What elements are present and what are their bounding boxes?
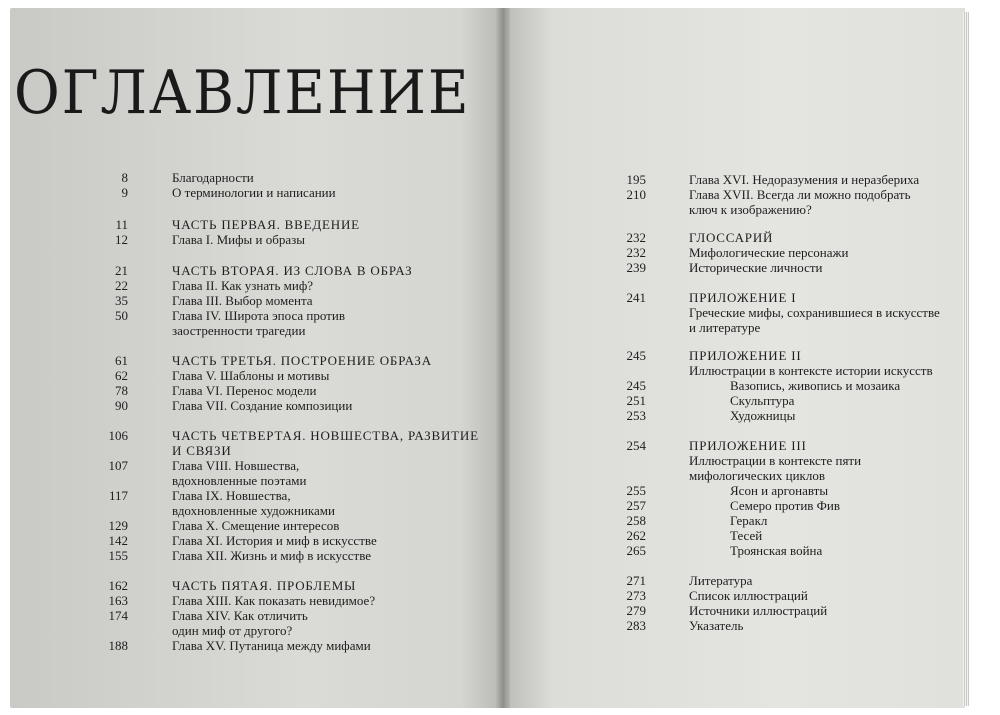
- toc-page-number: 210: [626, 187, 646, 202]
- toc-entry-title: Греческие мифы, сохранившиеся в искусстве: [689, 305, 940, 320]
- toc-entry-title: Источники иллюстраций: [689, 603, 828, 618]
- toc-entry-title: Глава XV. Путаница между мифами: [172, 638, 371, 653]
- toc-page-number: 241: [626, 290, 646, 305]
- toc-page-number: 245: [626, 348, 646, 363]
- toc-entry-title: Глава XIII. Как показать невидимое?: [172, 593, 376, 608]
- toc-entry-title: Глава V. Шаблоны и мотивы: [172, 368, 330, 383]
- toc-entry-title: Глава I. Мифы и образы: [172, 232, 305, 247]
- toc-entry-title: ЧАСТЬ ТРЕТЬЯ. ПОСТРОЕНИЕ ОБРАЗА: [172, 353, 432, 368]
- toc-page-number: 50: [115, 308, 128, 323]
- toc-entry-title: ЧАСТЬ ЧЕТВЕРТАЯ. НОВШЕСТВА, РАЗВИТИЕ: [172, 428, 479, 443]
- toc-page-number: 232: [626, 245, 646, 260]
- toc-page-number: 61: [115, 353, 128, 368]
- toc-entry-title: ПРИЛОЖЕНИЕ II: [689, 348, 802, 363]
- toc-entry-title: Глава XVI. Недоразумения и неразбериха: [689, 172, 920, 187]
- toc-page-number: 11: [115, 217, 128, 232]
- toc-entry-title: Глава X. Смещение интересов: [172, 518, 340, 533]
- toc-entry-title: Мифологические персонажи: [689, 245, 849, 260]
- toc-entry-title: Благодарности: [172, 170, 254, 185]
- toc-page-number: 283: [626, 618, 646, 633]
- toc-page-number: 8: [121, 170, 128, 185]
- toc-entry-title: Геракл: [730, 513, 768, 528]
- toc-page-number: 163: [108, 593, 128, 608]
- toc-entry-title: Указатель: [689, 618, 744, 633]
- toc-entry-title: Глава XIV. Как отличить: [172, 608, 308, 623]
- toc-page-number: 12: [115, 232, 128, 247]
- toc-page-number: 155: [108, 548, 128, 563]
- toc-page-number: 174: [108, 608, 128, 623]
- toc-entry-title: Вазопись, живопись и мозаика: [730, 378, 901, 393]
- toc-entry-title: Иллюстрации в контексте пяти: [689, 453, 862, 468]
- toc-page-number: 142: [108, 533, 128, 548]
- toc-page-number: 78: [115, 383, 128, 398]
- toc-entry-title: и литературе: [689, 320, 761, 335]
- toc-entry-title: Исторические личности: [689, 260, 823, 275]
- book-spine: [496, 8, 510, 708]
- toc-page-number: 255: [626, 483, 646, 498]
- toc-page-number: 129: [108, 518, 128, 533]
- toc-entry-title: Семеро против Фив: [730, 498, 841, 513]
- toc-page-number: 22: [115, 278, 128, 293]
- toc-page-number: 245: [626, 378, 646, 393]
- toc-entry-title: Глава III. Выбор момента: [172, 293, 313, 308]
- toc-page-number: 279: [626, 603, 646, 618]
- toc-entry-title: ЧАСТЬ ВТОРАЯ. ИЗ СЛОВА В ОБРАЗ: [172, 263, 413, 278]
- toc-page-number: 251: [626, 393, 646, 408]
- toc-entry-title: ЧАСТЬ ПЯТАЯ. ПРОБЛЕМЫ: [172, 578, 357, 593]
- toc-entry-title: Глава XI. История и миф в искусстве: [172, 533, 377, 548]
- toc-entry-title: Глава VI. Перенос модели: [172, 383, 317, 398]
- toc-entry-title: О терминологии и написании: [172, 185, 336, 200]
- toc-entry-title: Тесей: [730, 528, 763, 543]
- toc-entry-title: И СВЯЗИ: [172, 443, 232, 458]
- toc-page-number: 257: [626, 498, 646, 513]
- toc-page-number: 21: [115, 263, 128, 278]
- toc-page-number: 232: [626, 230, 646, 245]
- toc-entry-title: Иллюстрации в контексте истории искусств: [689, 363, 933, 378]
- toc-page-number: 107: [108, 458, 128, 473]
- toc-entry-title: ПРИЛОЖЕНИЕ I: [689, 290, 797, 305]
- toc-entry-title: Глава II. Как узнать миф?: [172, 278, 314, 293]
- toc-entry-title: Художницы: [730, 408, 796, 423]
- page-edge: [963, 12, 969, 706]
- toc-page-number: 35: [115, 293, 128, 308]
- toc-entry-title: Глава XII. Жизнь и миф в искусстве: [172, 548, 372, 563]
- toc-entry-title: Литература: [689, 573, 753, 588]
- toc-entry-title: Глава IV. Широта эпоса против: [172, 308, 345, 323]
- toc-page-number: 9: [121, 185, 128, 200]
- toc-page-number: 273: [626, 588, 646, 603]
- toc-entry-title: вдохновленные художниками: [172, 503, 335, 518]
- toc-page-number: 271: [626, 573, 646, 588]
- toc-entry-title: Ясон и аргонавты: [730, 483, 829, 498]
- toc-entry-title: Троянская война: [730, 543, 823, 558]
- toc-entry-title: Скульптура: [730, 393, 795, 408]
- toc-entry-title: ГЛОССАРИЙ: [689, 230, 774, 245]
- toc-entry-title: мифологических циклов: [689, 468, 825, 483]
- toc-page-number: 62: [115, 368, 128, 383]
- toc-page-number: 265: [626, 543, 646, 558]
- toc-page-number: 253: [626, 408, 646, 423]
- toc-entry-title: ключ к изображению?: [689, 202, 812, 217]
- toc-entry-title: вдохновленные поэтами: [172, 473, 307, 488]
- toc-entry-title: Список иллюстраций: [689, 588, 808, 603]
- toc-entry-title: ПРИЛОЖЕНИЕ III: [689, 438, 807, 453]
- toc-page-number: 188: [108, 638, 128, 653]
- toc-entry-title: ЧАСТЬ ПЕРВАЯ. ВВЕДЕНИЕ: [172, 217, 360, 232]
- toc-page-number: 162: [108, 578, 128, 593]
- toc-entry-title: Глава XVII. Всегда ли можно подобрать: [689, 187, 911, 202]
- toc-page-number: 254: [626, 438, 646, 453]
- toc-page-number: 117: [108, 488, 128, 503]
- toc-page-number: 262: [626, 528, 646, 543]
- toc-entry-title: Глава VII. Создание композиции: [172, 398, 353, 413]
- toc-entry-title: Глава IX. Новшества,: [172, 488, 291, 503]
- toc-entry-title: Глава VIII. Новшества,: [172, 458, 300, 473]
- toc-page-number: 106: [108, 428, 128, 443]
- toc-entry-title: один миф от другого?: [172, 623, 293, 638]
- toc-page-number: 258: [626, 513, 646, 528]
- toc-page-number: 195: [626, 172, 646, 187]
- toc-entry-title: заостренности трагедии: [172, 323, 306, 338]
- page-title: ОГЛАВЛЕНИЕ: [14, 58, 471, 129]
- toc-page-number: 239: [626, 260, 646, 275]
- toc-page-number: 90: [115, 398, 128, 413]
